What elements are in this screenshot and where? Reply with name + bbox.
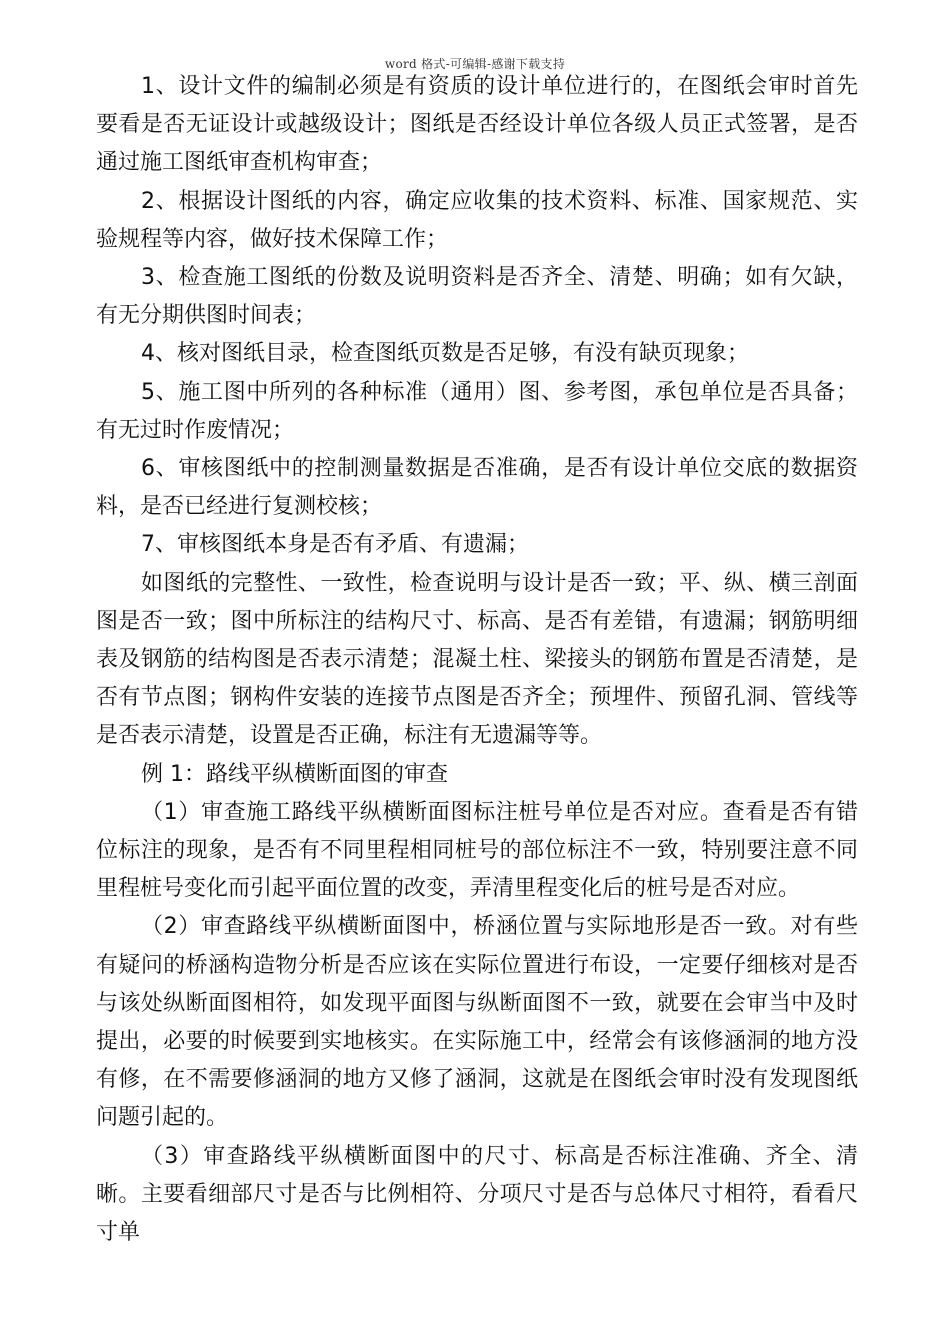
header-note: word 格式-可编辑-感谢下载支持 <box>384 57 566 71</box>
paragraph-item-2: 2、根据设计图纸的内容，确定应收集的技术资料、标准、国家规范、实验规程等内容，做好技术保障工作； <box>96 188 858 252</box>
paragraph-consistency-check: 如图纸的完整性、一致性，检查说明与设计是否一致；平、纵、横三剖面图是否一致；图中所标注的结构尺寸、标高、是否有差错，有遗漏；钢筋明细表及钢筋的结构图是否表示清楚；混凝土柱、梁接头的钢筋布置是否清楚，是否有节点图；钢构件安装的连接节点图是否齐全；预埋件、预留孔洞、管线等是否表示清楚，设置是否正确，标注有无遗漏等等。 <box>96 570 858 749</box>
paragraph-item-1: 1、设计文件的编制必须是有资质的设计单位进行的，在图纸会审时首先要看是否无证设计或越级设计；图纸是否经设计单位各级人员正式签署，是否通过施工图纸审查机构审查； <box>96 74 858 176</box>
example-item-1: （1）审查施工路线平纵横断面图标注桩号单位是否对应。查看是否有错位标注的现象，是否有不同里程相同桩号的部位标注不一致，特别要注意不同里程桩号变化而引起平面位置的改变，弄清里程变化后的桩号是否对应。 <box>96 799 858 902</box>
paragraph-item-6: 6、审核图纸中的控制测量数据是否准确，是否有设计单位交底的数据资料，是否已经进行复测校核； <box>96 456 858 520</box>
paragraph-item-3: 3、检查施工图纸的份数及说明资料是否齐全、清楚、明确；如有欠缺，有无分期供图时间表； <box>96 265 858 329</box>
example-item-2: （2）审查路线平纵横断面图中，桥涵位置与实际地形是否一致。对有些有疑问的桥涵构造物分析是否应该在实际位置进行布设，一定要仔细核对是否与该处纵断面图相符，如发现平面图与纵断面图不一致，就要在会审当中及时提出，必要的时候要到实地核实。在实际施工中，经常会有该修涵洞的地方没有修，在不需要修涵洞的地方又修了涵洞，这就是在图纸会审时没有发现图纸问题引起的。 <box>96 914 858 1131</box>
document-body <box>96 68 858 1252</box>
example-item-3: （3）审查路线平纵横断面图中的尺寸、标高是否标注准确、齐全、清晰。主要看细部尺寸是否与比例相符、分项尺寸是否与总体尺寸相符，看看尺寸单 <box>96 1143 858 1246</box>
paragraph-item-7: 7、审核图纸本身是否有矛盾、有遗漏； <box>141 532 529 558</box>
paragraph-item-5: 5、施工图中所列的各种标准（通用）图、参考图，承包单位是否具备；有无过时作废情况； <box>96 379 858 443</box>
paragraph-item-4: 4、核对图纸目录，检查图纸页数是否足够，有没有缺页现象； <box>141 341 749 367</box>
example-heading: 例 1：路线平纵横断面图的审查 <box>141 761 448 787</box>
